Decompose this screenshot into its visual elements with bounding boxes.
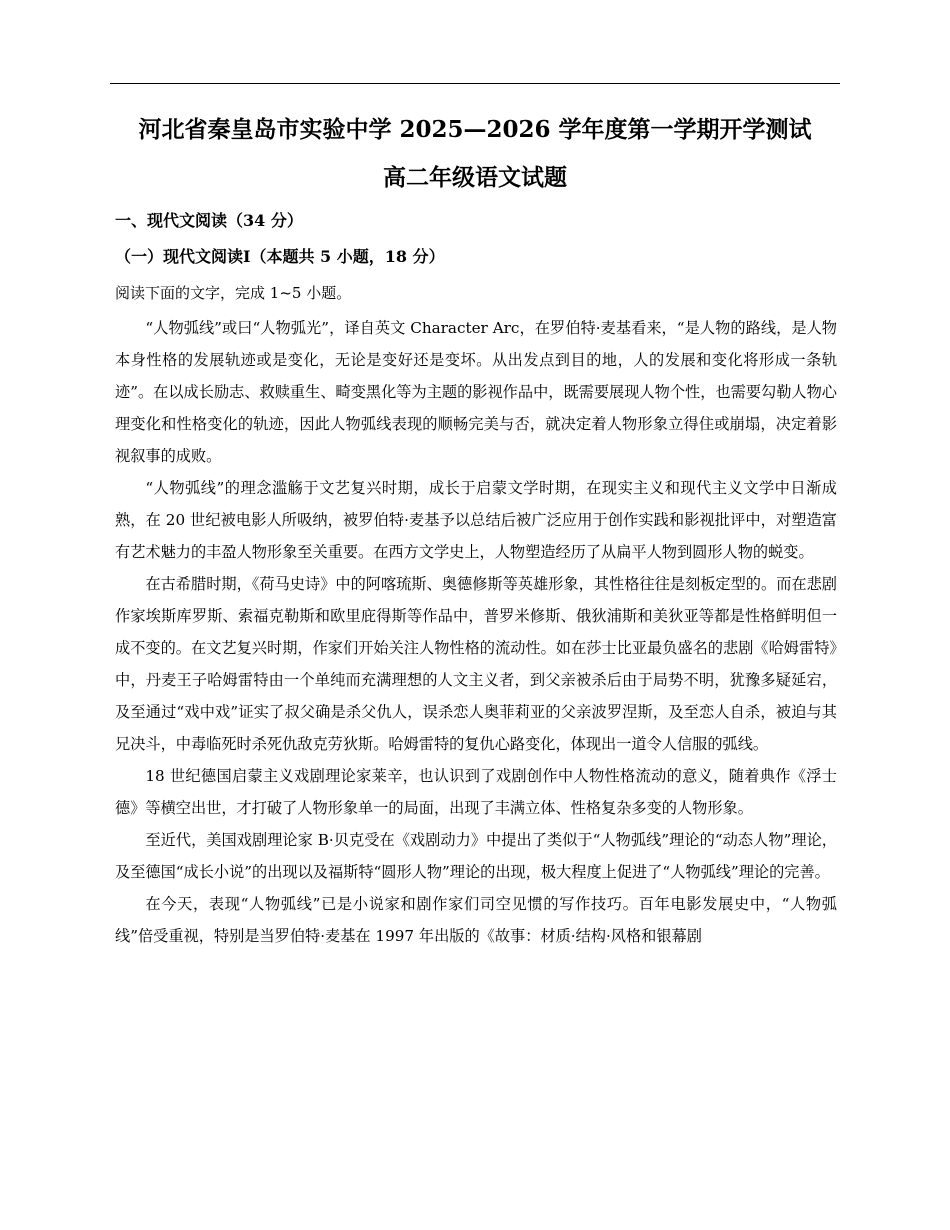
passage-paragraph: 在今天，表现“人物弧线”已是小说家和剧作家们司空见惯的写作技巧。百年电影发展史中，“人物弧线”倍受重视，特别是当罗伯特·麦基在 1997 年出版的《故事：材质·结构·风格和银幕剧: [115, 895, 837, 945]
exam-title: 河北省秦皇岛市实验中学 2025—2026 学年度第一学期开学测试: [138, 116, 812, 143]
exam-subtitle: 高二年级语文试题: [383, 164, 567, 191]
reading-instruction: 阅读下面的文字，完成 1~5 小题。: [115, 284, 352, 302]
passage-paragraph: 至近代，美国戏剧理论家 B·贝克受在《戏剧动力》中提出了类似于“人物弧线”理论的“动态人物”理论，及至德国“成长小说”的出现以及福斯特“圆形人物”理论的出现，极大程度上促进了“人物弧线”理论的完善。: [115, 831, 837, 881]
reading-passage: [115, 312, 837, 952]
passage-paragraph: 在古希腊时期，《荷马史诗》中的阿喀琉斯、奥德修斯等英雄形象，其性格往往是刻板定型的。而在悲剧作家埃斯库罗斯、索福克勒斯和欧里庇得斯等作品中，普罗米修斯、俄狄浦斯和美狄亚等都是性格鲜明但一成不变的。在文艺复兴时期，作家们开始关注人物性格的流动性。如在莎士比亚最负盛名的悲剧《哈姆雷特》中，丹麦王子哈姆雷特由一个单纯而充满理想的人文主义者，到父亲被杀后由于局势不明，犹豫多疑延宕，及至通过“戏中戏”证实了叔父确是杀父仇人，误杀恋人奥菲莉亚的父亲波罗涅斯，及至恋人自杀，被迫与其兄决斗，中毒临死时杀死仇敌克劳狄斯。哈姆雷特的复仇心路变化，体现出一道令人信服的弧线。: [115, 575, 837, 753]
section-heading: 一、现代文阅读（34 分）: [115, 211, 303, 230]
subsection-heading: （一）现代文阅读Ⅰ（本题共 5 小题，18 分）: [115, 247, 445, 266]
header-rule: [110, 83, 840, 84]
passage-paragraph: 18 世纪德国启蒙主义戏剧理论家莱辛，也认识到了戏剧创作中人物性格流动的意义，随着典作《浮士德》等横空出世，才打破了人物形象单一的局面，出现了丰满立体、性格复杂多变的人物形象。: [115, 767, 837, 817]
passage-paragraph: “人物弧线”或曰“人物弧光”，译自英文 Character Arc，在罗伯特·麦基看来，“是人物的路线，是人物本身性格的发展轨迹或是变化，无论是变好还是变坏。从出发点到目的地，人的发展和变化将形成一条轨迹”。在以成长励志、救赎重生、畸变黑化等为主题的影视作品中，既需要展现人物个性，也需要勾勒人物心理变化和性格变化的轨迹，因此人物弧线表现的顺畅完美与否，就决定着人物形象立得住或崩塌，决定着影视叙事的成败。: [115, 319, 837, 465]
passage-paragraph: “人物弧线”的理念滥觞于文艺复兴时期，成长于启蒙文学时期，在现实主义和现代主义文学中日渐成熟，在 20 世纪被电影人所吸纳，被罗伯特·麦基予以总结后被广泛应用于创作实践和影视批评中，对塑造富有艺术魅力的丰盈人物形象至关重要。在西方文学史上，人物塑造经历了从扁平人物到圆形人物的蜕变。: [115, 479, 837, 561]
